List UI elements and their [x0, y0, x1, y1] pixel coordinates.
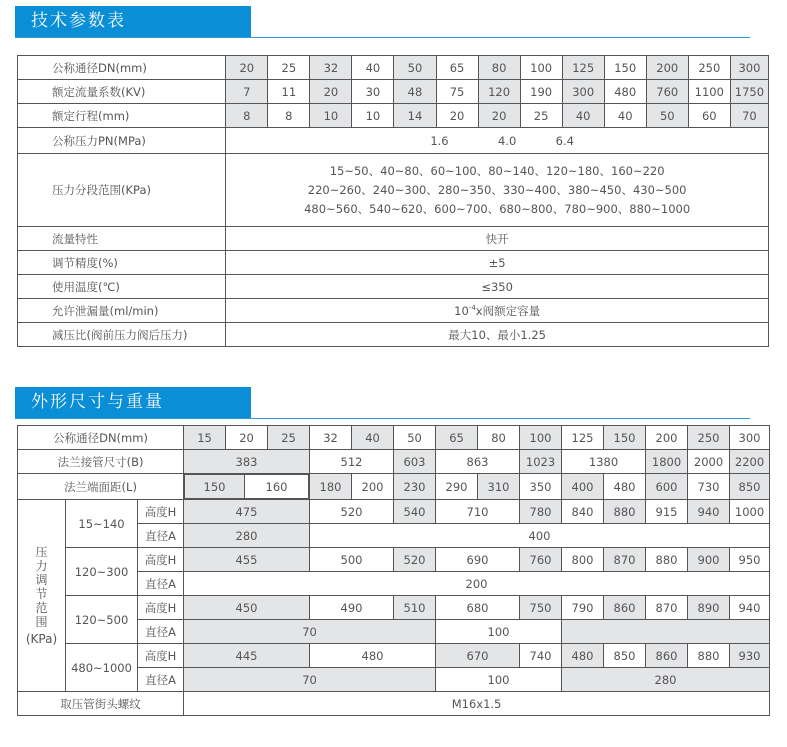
cell: 300 — [562, 80, 604, 104]
cell: 880 — [688, 644, 730, 668]
row-label: 使用温度(℃) — [18, 275, 226, 299]
table-row — [18, 692, 770, 716]
table-row — [18, 104, 769, 128]
cell: 480 — [604, 474, 646, 500]
range-values — [226, 154, 769, 227]
cell: 1380 — [562, 450, 646, 474]
cell: 14 — [394, 104, 436, 128]
pn-value: 1.6 — [430, 133, 449, 148]
cell: 50 — [394, 426, 436, 450]
cell: 730 — [688, 474, 730, 500]
row-label: 公称通径DN(mm) — [18, 426, 184, 450]
tech-params-table — [17, 55, 769, 347]
cell: 520 — [394, 548, 436, 572]
cell: ±5 — [226, 251, 769, 275]
cell: 455 — [184, 548, 310, 572]
cell: 900 — [688, 548, 730, 572]
label-char: 压 — [35, 545, 48, 559]
cell: 50 — [646, 104, 688, 128]
cell: 10 — [310, 104, 352, 128]
cell: 940 — [688, 500, 730, 524]
height-label: 高度H — [138, 596, 184, 620]
diameter-label: 直径A — [138, 572, 184, 596]
cell: 540 — [394, 500, 436, 524]
cell: 100 — [436, 620, 562, 644]
table-row — [18, 426, 770, 450]
cell: 950 — [730, 548, 770, 572]
cell: 480 — [310, 644, 436, 668]
cell: 840 — [562, 500, 604, 524]
label-char: 范 — [35, 601, 48, 615]
cell: 300 — [730, 426, 770, 450]
cell: 750 — [520, 596, 562, 620]
row-label: 额定流量系数(KV) — [18, 80, 226, 104]
cell — [226, 299, 769, 323]
cell: 70 — [184, 620, 436, 644]
row-label: 允许泄漏量(ml/min) — [18, 299, 226, 323]
cell: 200 — [646, 56, 688, 80]
pn-values — [226, 128, 769, 154]
cell: 300 — [730, 56, 768, 80]
cell: 65 — [436, 426, 478, 450]
cell: 915 — [646, 500, 688, 524]
cell: 150 — [185, 475, 245, 499]
cell: 760 — [520, 548, 562, 572]
cell: 190 — [520, 80, 562, 104]
cell: 870 — [604, 548, 646, 572]
cell: 40 — [604, 104, 646, 128]
cell: 863 — [436, 450, 520, 474]
section-title: 技术参数表 — [15, 6, 251, 37]
cell: 512 — [310, 450, 394, 474]
cell: 400 — [562, 474, 604, 500]
table-row — [18, 227, 769, 251]
cell: 30 — [352, 80, 394, 104]
cell: 760 — [646, 80, 688, 104]
label-char: 围 — [35, 615, 48, 629]
height-label: 高度H — [138, 644, 184, 668]
cell: M16x1.5 — [184, 692, 770, 716]
table-row — [18, 500, 770, 524]
cell: 930 — [730, 644, 770, 668]
diameter-label: 直径A — [138, 668, 184, 692]
height-label: 高度H — [138, 548, 184, 572]
label-unit: (KPa) — [25, 632, 58, 646]
cell: 120 — [478, 80, 520, 104]
cell: 8 — [268, 104, 310, 128]
cell: 25 — [268, 56, 310, 80]
cell: 940 — [730, 596, 770, 620]
table-row — [18, 450, 770, 474]
range-line: 220~260、240~300、280~350、330~400、380~450、430~500 — [307, 182, 687, 197]
row-label: 法兰端面距(L) — [18, 474, 184, 500]
cell: 48 — [394, 80, 436, 104]
cell: 850 — [604, 644, 646, 668]
group-range: 120~500 — [66, 596, 138, 644]
cell: 80 — [478, 426, 520, 450]
cell: 790 — [562, 596, 604, 620]
cell: 1100 — [688, 80, 730, 104]
table-row — [18, 644, 770, 668]
cell: 32 — [310, 56, 352, 80]
group-range: 15~140 — [66, 500, 138, 548]
row-label: 法兰接管尺寸(B) — [18, 450, 184, 474]
cell: 快开 — [226, 227, 769, 251]
section-header-tech — [15, 6, 750, 38]
cell: 600 — [646, 474, 688, 500]
pn-value: 6.4 — [555, 133, 574, 148]
cell: 20 — [226, 426, 268, 450]
cell: 280 — [184, 524, 310, 548]
cell: 880 — [604, 500, 646, 524]
cell: 710 — [436, 500, 520, 524]
section-title: 外形尺寸与重量 — [15, 387, 251, 418]
cell: 740 — [520, 644, 562, 668]
table-row — [18, 596, 770, 620]
range-line: 15~50、40~80、60~100、80~140、120~180、160~220 — [329, 163, 665, 178]
label-char: 力 — [35, 559, 48, 573]
section-header-dims — [15, 387, 750, 419]
table-row — [18, 548, 770, 572]
cell: 150 — [604, 426, 646, 450]
cell: 850 — [730, 474, 770, 500]
cell: 125 — [562, 426, 604, 450]
cell: 280 — [562, 668, 770, 692]
pressure-range-label — [18, 500, 66, 692]
row-label: 公称通径DN(mm) — [18, 56, 226, 80]
row-label: 取压管街头螺纹 — [18, 692, 184, 716]
table-row — [18, 154, 769, 227]
cell: 450 — [184, 596, 310, 620]
cell: 20 — [226, 56, 268, 80]
cell: 383 — [184, 450, 310, 474]
cell: 603 — [394, 450, 436, 474]
group-range: 480~1000 — [66, 644, 138, 692]
table-row — [18, 80, 769, 104]
cell: 1800 — [646, 450, 688, 474]
group-range: 120~300 — [66, 548, 138, 596]
height-label: 高度H — [138, 500, 184, 524]
cell: 230 — [394, 474, 436, 500]
cell: 160 — [245, 475, 309, 499]
cell: 11 — [268, 80, 310, 104]
row-label: 流量特性 — [18, 227, 226, 251]
cell: 70 — [730, 104, 768, 128]
diameter-label: 直径A — [138, 524, 184, 548]
cell: 880 — [646, 548, 688, 572]
cell: 200 — [352, 474, 394, 500]
cell: 60 — [688, 104, 730, 128]
section-divider — [15, 37, 750, 38]
table-row — [18, 128, 769, 154]
table-row — [18, 275, 769, 299]
cell: 680 — [436, 596, 520, 620]
cell: 480 — [604, 80, 646, 104]
cell: 7 — [226, 80, 268, 104]
row-label: 公称压力PN(MPa) — [18, 128, 226, 154]
cell: 780 — [520, 500, 562, 524]
cell: 860 — [604, 596, 646, 620]
cell: 200 — [184, 572, 770, 596]
cell: 20 — [436, 104, 478, 128]
leak-base: 10 — [454, 303, 469, 318]
cell: 490 — [310, 596, 394, 620]
cell: 8 — [226, 104, 268, 128]
cell: 80 — [478, 56, 520, 80]
row-label: 调节精度(%) — [18, 251, 226, 275]
cell: 670 — [436, 644, 520, 668]
cell: 310 — [478, 474, 520, 500]
cell: 1000 — [730, 500, 770, 524]
table-row — [18, 299, 769, 323]
cell: 32 — [310, 426, 352, 450]
pn-value: 4.0 — [497, 133, 517, 148]
cell: 200 — [646, 426, 688, 450]
cell: 25 — [520, 104, 562, 128]
cell: 690 — [436, 548, 520, 572]
cell: 20 — [478, 104, 520, 128]
cell: 1750 — [730, 80, 768, 104]
section-divider — [15, 418, 750, 419]
cell: 2200 — [730, 450, 770, 474]
cell: 40 — [352, 56, 394, 80]
cell: 800 — [562, 548, 604, 572]
cell: 20 — [310, 80, 352, 104]
cell: ≤350 — [226, 275, 769, 299]
cell: 520 — [310, 500, 394, 524]
cell: 125 — [562, 56, 604, 80]
table-row — [18, 56, 769, 80]
row-label: 压力分段范围(KPa) — [18, 154, 226, 227]
cell: 100 — [436, 668, 562, 692]
cell: 250 — [688, 426, 730, 450]
cell: 100 — [520, 56, 562, 80]
cell: 100 — [520, 426, 562, 450]
row-label: 额定行程(mm) — [18, 104, 226, 128]
table-row — [18, 251, 769, 275]
cell: 最大10、最小1.25 — [226, 323, 769, 347]
table-row — [18, 474, 770, 500]
cell: 50 — [394, 56, 436, 80]
cell: 75 — [436, 80, 478, 104]
cell-group — [184, 474, 310, 500]
cell: 870 — [646, 596, 688, 620]
cell: 290 — [436, 474, 478, 500]
cell: 1023 — [520, 450, 562, 474]
cell: 250 — [688, 56, 730, 80]
cell: 860 — [646, 644, 688, 668]
cell: 180 — [310, 474, 352, 500]
cell: 890 — [688, 596, 730, 620]
dimensions-table — [17, 425, 770, 716]
cell: 350 — [520, 474, 562, 500]
cell: 480 — [562, 644, 604, 668]
cell: 40 — [352, 426, 394, 450]
cell: 400 — [310, 524, 770, 548]
row-label: 减压比(阀前压力阀后压力) — [18, 323, 226, 347]
cell — [562, 620, 770, 644]
table-row — [18, 323, 769, 347]
cell: 10 — [352, 104, 394, 128]
cell: 475 — [184, 500, 310, 524]
label-char: 调 — [35, 573, 48, 587]
leak-rest: x阀额定容量 — [475, 303, 541, 318]
cell: 150 — [604, 56, 646, 80]
range-line: 480~560、540~620、600~700、680~800、780~900、880~1000 — [304, 201, 691, 216]
diameter-label: 直径A — [138, 620, 184, 644]
leak-exp: -4 — [468, 303, 476, 312]
cell: 40 — [562, 104, 604, 128]
cell: 70 — [184, 668, 436, 692]
cell: 65 — [436, 56, 478, 80]
cell: 15 — [184, 426, 226, 450]
cell: 25 — [268, 426, 310, 450]
cell: 2000 — [688, 450, 730, 474]
cell: 510 — [394, 596, 436, 620]
label-char: 节 — [35, 587, 48, 601]
cell: 445 — [184, 644, 310, 668]
cell: 500 — [310, 548, 394, 572]
